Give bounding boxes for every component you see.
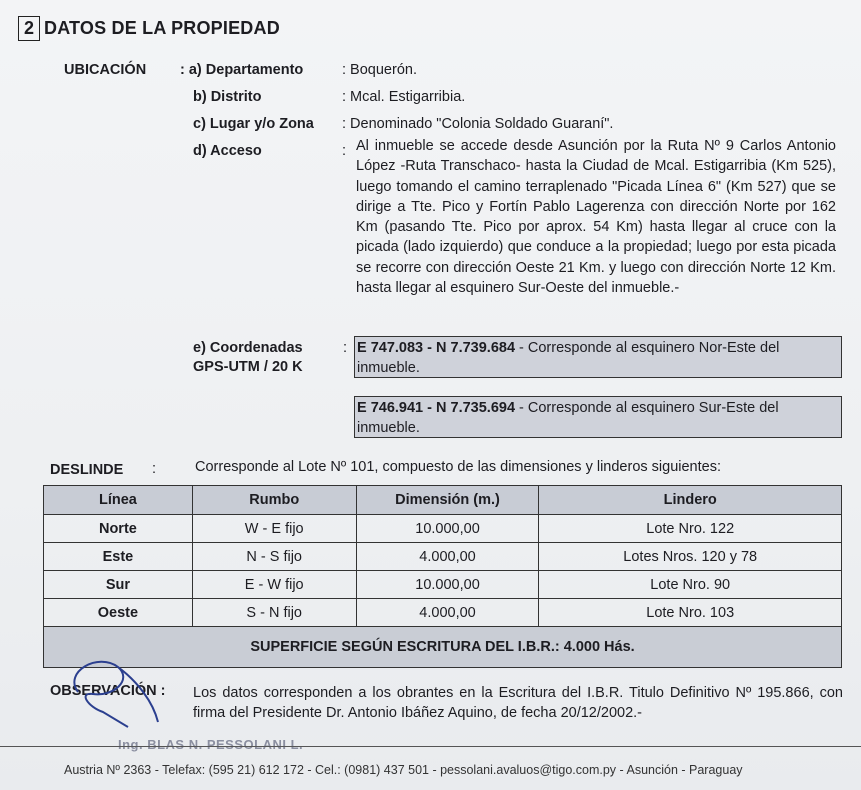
- coordinate-se-desc: - Corresponde al esquinero Sur-Este del inmueble.: [357, 400, 779, 436]
- footer-contact: Austria Nº 2363 - Telefax: (595 21) 612 172 - Cel.: (0981) 437 501 - pessolani.avaluos@tigo.com.py - Asunción - Paraguay: [64, 763, 743, 777]
- acceso-label: d) Acceso: [193, 143, 262, 159]
- deslinde-label: DESLINDE: [50, 462, 124, 478]
- coordinate-se-value: E 746.941 - N 7.735.694: [357, 400, 516, 416]
- cell-linea: Norte: [44, 515, 193, 543]
- footer-divider: [0, 746, 861, 747]
- observacion-label: OBSERVACIÓN :: [50, 683, 166, 699]
- section-header: [18, 16, 280, 41]
- ubicacion-label: UBICACIÓN: [64, 62, 147, 78]
- cell-rumbo: N - S fijo: [192, 543, 356, 571]
- section-number: 2: [18, 16, 40, 41]
- coordinate-box-ne: [354, 336, 842, 378]
- coordenadas-label: e) Coordenadas: [193, 340, 303, 356]
- coordenadas-colon: :: [343, 340, 348, 356]
- departamento-value: : Boquerón.: [342, 62, 417, 78]
- cell-dimension: 10.000,00: [356, 571, 539, 599]
- deslinde-text: Corresponde al Lote Nº 101, compuesto de las dimensiones y linderos siguientes:: [195, 459, 721, 475]
- cell-lindero: Lote Nro. 122: [539, 515, 842, 543]
- cell-rumbo: W - E fijo: [192, 515, 356, 543]
- gps-utm-label: GPS-UTM / 20 K: [193, 359, 303, 375]
- distrito-label: b) Distrito: [193, 89, 262, 105]
- section-title: DATOS DE LA PROPIEDAD: [44, 18, 280, 38]
- header-dimension: Dimensión (m.): [356, 486, 539, 515]
- lugar-zona-value: : Denominado "Colonia Soldado Guaraní".: [342, 116, 614, 132]
- acceso-text: Al inmueble se accede desde Asunción por la Ruta Nº 9 Carlos Antonio López -Ruta Transchaco- hasta la Ciudad de Mcal. Estigarribia (Km 525), luego tomando el camino terraplenado "Picada Línea 6" (Km 527) que se dirige a Tte. Pico y Fortín Pablo Lagerenza con dirección Norte por 162 Km (pasando Tte. Pico por aprox. 54 Km) hasta llegar al cruce con la picada (lado izquierdo) que conduce a la propiedad; luego por esta picada se recorre con dirección Oeste 21 Km. y luego con dirección Norte 12 Km. hasta llegar al esquinero Sur-Oeste del inmueble.-: [356, 138, 836, 297]
- signature-scribble: [58, 652, 178, 732]
- deslinde-colon: :: [152, 461, 157, 477]
- table-row: [44, 515, 842, 543]
- departamento-label: : a) Departamento: [180, 62, 304, 78]
- cell-lindero: Lote Nro. 103: [539, 599, 842, 627]
- cell-rumbo: E - W fijo: [192, 571, 356, 599]
- superficie-cell: SUPERFICIE SEGÚN ESCRITURA DEL I.B.R.: 4.000 Hás.: [44, 627, 842, 668]
- cell-linea: Oeste: [44, 599, 193, 627]
- header-linea: Línea: [44, 486, 193, 515]
- cell-rumbo: S - N fijo: [192, 599, 356, 627]
- distrito-value: : Mcal. Estigarribia.: [342, 89, 466, 105]
- cell-dimension: 10.000,00: [356, 515, 539, 543]
- cell-dimension: 4.000,00: [356, 599, 539, 627]
- lugar-zona-label: c) Lugar y/o Zona: [193, 116, 314, 132]
- header-lindero: Lindero: [539, 486, 842, 515]
- acceso-colon: :: [342, 143, 347, 159]
- table-row: [44, 599, 842, 627]
- cell-lindero: Lote Nro. 90: [539, 571, 842, 599]
- table-row: [44, 543, 842, 571]
- cell-linea: Sur: [44, 571, 193, 599]
- cell-linea: Este: [44, 543, 193, 571]
- observacion-text: Los datos corresponden a los obrantes en la Escritura del I.B.R. Titulo Definitivo Nº 195.866, con firma del Presidente Dr. Antonio Ibáñez Aquino, de fecha 20/12/2002.-: [193, 685, 843, 721]
- header-rumbo: Rumbo: [192, 486, 356, 515]
- coordinate-ne-desc: - Corresponde al esquinero Nor-Este del inmueble.: [357, 340, 780, 376]
- table-header-row: [44, 486, 842, 515]
- cell-lindero: Lotes Nros. 120 y 78: [539, 543, 842, 571]
- coordinate-ne-value: E 747.083 - N 7.739.684: [357, 340, 516, 356]
- linderos-table: [43, 485, 842, 668]
- cell-dimension: 4.000,00: [356, 543, 539, 571]
- table-row: [44, 571, 842, 599]
- coordinate-box-se: [354, 396, 842, 438]
- engineer-stamp: Ing. BLAS N. PESSOLANI L.: [118, 737, 304, 752]
